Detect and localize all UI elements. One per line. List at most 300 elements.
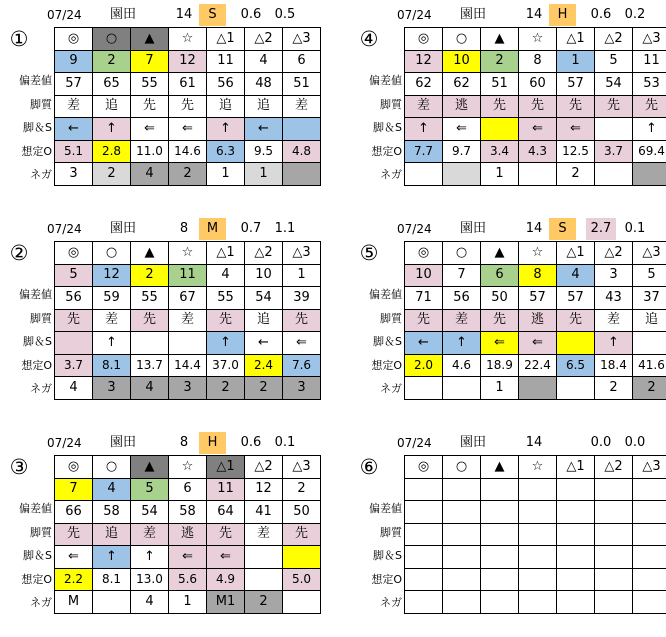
table-cell: 37 [633, 287, 666, 310]
table-cell: 追 [633, 309, 666, 332]
table-cell: 55 [131, 73, 169, 96]
table-cell [633, 568, 666, 591]
table-cell: 5.6 [169, 568, 207, 591]
race-number: 14 [175, 7, 193, 22]
table-cell: 13.0 [131, 568, 169, 591]
race-number: 14 [525, 7, 543, 22]
table-cell: 54 [595, 73, 633, 96]
table-cell [633, 501, 666, 524]
table-cell: ⇐ [481, 332, 519, 355]
race-date: 07/24 [397, 436, 432, 450]
table-cell: 4 [207, 264, 245, 287]
table-cell: 3 [169, 377, 207, 400]
table-row [55, 309, 321, 332]
table-cell: 18.4 [595, 354, 633, 377]
table-cell: 58 [93, 501, 131, 524]
table-cell: ☆ [519, 28, 557, 51]
table-cell [519, 478, 557, 501]
venue-name: 園田 [460, 221, 487, 236]
table-row [405, 591, 666, 614]
table-cell: 4 [557, 264, 595, 287]
table-cell: 9.5 [245, 140, 283, 163]
table-cell [633, 163, 666, 186]
table-cell [405, 377, 443, 400]
table-cell [169, 332, 207, 355]
table-cell: 50 [283, 501, 321, 524]
table-cell: 4.3 [519, 140, 557, 163]
race-index: ④ [359, 27, 379, 51]
table-cell: 62 [405, 73, 443, 96]
row-label: 脚質 [30, 311, 52, 325]
row-label: 偏差値 [19, 502, 52, 515]
table-cell: 14.6 [169, 140, 207, 163]
table-cell [131, 332, 169, 355]
table-cell: 67 [169, 287, 207, 310]
table-cell: 追 [207, 95, 245, 118]
table-cell: 逃 [169, 523, 207, 546]
value-1: 0.6 [590, 7, 612, 22]
table-cell: △1 [207, 28, 245, 51]
table-cell: 57 [557, 73, 595, 96]
table-row [405, 478, 666, 501]
table-row [405, 140, 666, 163]
table-cell: 12 [169, 50, 207, 73]
table-cell: 3 [93, 377, 131, 400]
table-cell [633, 332, 666, 355]
table-cell [443, 377, 481, 400]
table-cell: ← [245, 118, 283, 141]
table-cell [633, 478, 666, 501]
table-cell [519, 568, 557, 591]
table-cell: 39 [283, 287, 321, 310]
table-cell [405, 568, 443, 591]
race-date: 07/24 [47, 436, 82, 450]
table-cell: 2.8 [93, 140, 131, 163]
table-cell: 逃 [443, 95, 481, 118]
row-label: 偏差値 [19, 74, 52, 87]
race-header [350, 4, 666, 26]
table-cell: ○ [93, 28, 131, 51]
table-cell: ☆ [519, 456, 557, 479]
table-cell: ○ [443, 456, 481, 479]
race-number: 14 [525, 435, 543, 450]
table-cell: ↑ [131, 546, 169, 569]
table-cell: ◎ [405, 242, 443, 265]
table-row [55, 140, 321, 163]
table-cell [283, 546, 321, 569]
table-row [55, 478, 321, 501]
table-cell: 5.1 [55, 140, 93, 163]
race-header [0, 432, 330, 454]
table-cell: 追 [93, 95, 131, 118]
table-cell: 10 [443, 50, 481, 73]
table-cell: 先 [405, 309, 443, 332]
table-cell: ▲ [131, 28, 169, 51]
table-cell [595, 568, 633, 591]
table-cell: 6 [481, 264, 519, 287]
race-index: ⑥ [359, 455, 379, 479]
table-cell [519, 546, 557, 569]
table-cell: △1 [557, 456, 595, 479]
table-cell: 7 [55, 478, 93, 501]
table-cell: ⇐ [557, 118, 595, 141]
table-cell: 2 [131, 264, 169, 287]
table-cell [481, 523, 519, 546]
table-cell: 3 [55, 163, 93, 186]
venue-name: 園田 [460, 7, 487, 22]
row-label: 想定O [21, 572, 52, 586]
table-cell: 差 [169, 309, 207, 332]
table-cell: 2 [633, 377, 666, 400]
table-cell: ↑ [93, 118, 131, 141]
table-cell: 2.2 [55, 568, 93, 591]
row-label: ネガ [380, 382, 402, 395]
table-cell: 11 [169, 264, 207, 287]
table-cell: 55 [207, 287, 245, 310]
grade-badge: S [199, 4, 226, 26]
prediction-table [404, 455, 666, 614]
table-cell [405, 591, 443, 614]
table-cell: △3 [283, 456, 321, 479]
table-cell [245, 568, 283, 591]
table-cell: 51 [283, 73, 321, 96]
table-row [405, 568, 666, 591]
table-cell: 8 [519, 50, 557, 73]
row-label: 脚＆S [23, 549, 52, 562]
prediction-table [404, 241, 666, 400]
race-index: ① [9, 27, 29, 51]
row-label: ネガ [30, 596, 52, 609]
table-cell [557, 546, 595, 569]
row-label: 脚＆S [23, 335, 52, 348]
grade-badge: H [549, 4, 576, 26]
value-2: 0.0 [624, 435, 646, 450]
table-row [55, 163, 321, 186]
table-cell: 7.6 [283, 354, 321, 377]
table-cell: ▲ [131, 456, 169, 479]
table-cell: 56 [207, 73, 245, 96]
table-cell: 10 [245, 264, 283, 287]
table-cell: 5.0 [283, 568, 321, 591]
table-cell: 7 [131, 50, 169, 73]
table-cell: 2 [481, 50, 519, 73]
table-cell: 差 [55, 95, 93, 118]
table-cell: 2.4 [245, 354, 283, 377]
value-2: 0.1 [624, 221, 646, 236]
table-cell: 2.0 [405, 354, 443, 377]
table-cell: ◎ [55, 456, 93, 479]
table-cell [443, 478, 481, 501]
table-cell [405, 163, 443, 186]
table-cell: ⇐ [519, 332, 557, 355]
table-cell: 2 [595, 377, 633, 400]
table-cell: 3.7 [55, 354, 93, 377]
table-cell: △2 [245, 456, 283, 479]
table-cell: ▲ [481, 456, 519, 479]
table-cell: 4 [55, 377, 93, 400]
race-index: ② [9, 241, 29, 265]
table-cell [595, 118, 633, 141]
table-cell: 56 [443, 287, 481, 310]
value-1: 0.6 [240, 7, 262, 22]
venue-name: 園田 [110, 221, 137, 236]
table-cell: ← [55, 118, 93, 141]
race-panel [0, 428, 330, 633]
row-label: 偏差値 [19, 288, 52, 301]
table-cell [557, 591, 595, 614]
table-cell: △2 [595, 242, 633, 265]
race-number: 8 [179, 221, 189, 236]
venue-name: 園田 [110, 435, 137, 450]
table-cell: 先 [283, 523, 321, 546]
table-cell: 差 [131, 523, 169, 546]
value-2: 1.1 [274, 221, 296, 236]
value-2: 0.5 [274, 7, 296, 22]
table-cell: 12 [93, 264, 131, 287]
row-label: ネガ [380, 596, 402, 609]
table-cell: 先 [131, 309, 169, 332]
table-cell [519, 377, 557, 400]
table-cell: 14.4 [169, 354, 207, 377]
table-row [405, 309, 666, 332]
table-cell: 先 [519, 95, 557, 118]
table-cell: 22.4 [519, 354, 557, 377]
row-label: ネガ [30, 382, 52, 395]
race-panel [0, 214, 330, 419]
table-row [405, 50, 666, 73]
table-cell [405, 523, 443, 546]
table-cell: 41.6 [633, 354, 666, 377]
table-cell: 追 [93, 523, 131, 546]
table-cell: △2 [595, 456, 633, 479]
table-cell: △3 [633, 28, 666, 51]
table-cell: 7 [443, 264, 481, 287]
table-cell: 先 [55, 309, 93, 332]
table-cell: 3.4 [481, 140, 519, 163]
table-cell: 2 [169, 163, 207, 186]
grade-badge [549, 432, 576, 454]
table-cell: 先 [633, 95, 666, 118]
table-row [55, 118, 321, 141]
table-cell: ▲ [131, 242, 169, 265]
table-cell [481, 591, 519, 614]
table-cell [595, 501, 633, 524]
table-cell: 4.9 [207, 568, 245, 591]
table-cell [595, 163, 633, 186]
row-label: 想定O [371, 144, 402, 158]
row-label: 想定O [371, 572, 402, 586]
table-cell: 37.0 [207, 354, 245, 377]
table-cell: 43 [595, 287, 633, 310]
race-number: 14 [525, 221, 543, 236]
table-cell [633, 523, 666, 546]
table-cell: △2 [245, 28, 283, 51]
table-cell [519, 523, 557, 546]
table-cell: 差 [405, 95, 443, 118]
table-cell [93, 591, 131, 614]
table-cell: ↑ [405, 118, 443, 141]
table-cell [443, 591, 481, 614]
table-cell: ↑ [443, 332, 481, 355]
table-cell: 12.5 [557, 140, 595, 163]
table-cell: 56 [55, 287, 93, 310]
table-cell: 8.1 [93, 354, 131, 377]
table-cell: 2 [283, 478, 321, 501]
table-cell: 5 [55, 264, 93, 287]
row-label: 脚＆S [23, 121, 52, 134]
table-cell: ← [245, 332, 283, 355]
table-cell: ○ [443, 242, 481, 265]
table-row [55, 242, 321, 265]
value-1: 2.7 [586, 218, 616, 240]
value-1: 0.0 [590, 435, 612, 450]
row-label: ネガ [30, 168, 52, 181]
table-cell: 10 [405, 264, 443, 287]
race-date: 07/24 [397, 222, 432, 236]
table-cell: 69.4 [633, 140, 666, 163]
table-cell: 11.0 [131, 140, 169, 163]
table-cell: 11 [633, 50, 666, 73]
table-cell: 5 [131, 478, 169, 501]
table-cell [443, 501, 481, 524]
table-cell: △1 [207, 456, 245, 479]
table-cell [557, 523, 595, 546]
value-1: 0.6 [240, 435, 262, 450]
table-cell: 先 [55, 523, 93, 546]
table-cell: 4 [131, 591, 169, 614]
table-cell: 2 [245, 377, 283, 400]
table-row [55, 456, 321, 479]
table-cell [557, 332, 595, 355]
table-cell: 9 [55, 50, 93, 73]
table-cell: 6 [169, 478, 207, 501]
race-date: 07/24 [47, 8, 82, 22]
table-cell: 4 [131, 163, 169, 186]
table-cell [519, 501, 557, 524]
table-cell: △1 [557, 28, 595, 51]
table-cell [633, 546, 666, 569]
table-row [405, 332, 666, 355]
table-cell: △2 [245, 242, 283, 265]
table-row [405, 95, 666, 118]
race-date: 07/24 [47, 222, 82, 236]
table-cell [443, 546, 481, 569]
race-index: ⑤ [359, 241, 379, 265]
table-row [55, 523, 321, 546]
table-row [55, 95, 321, 118]
table-cell: ◎ [405, 28, 443, 51]
table-cell: 先 [481, 309, 519, 332]
table-cell: 2 [93, 163, 131, 186]
row-label: 脚＆S [373, 121, 402, 134]
prediction-table [54, 455, 321, 614]
table-cell: ☆ [169, 242, 207, 265]
table-cell: 12 [245, 478, 283, 501]
row-label: 偏差値 [369, 74, 402, 87]
table-cell: 1 [283, 264, 321, 287]
table-cell [557, 478, 595, 501]
table-row [405, 163, 666, 186]
table-cell [557, 501, 595, 524]
table-cell: 41 [245, 501, 283, 524]
table-cell: 差 [283, 95, 321, 118]
table-row [55, 332, 321, 355]
table-row [405, 287, 666, 310]
table-cell: 13.7 [131, 354, 169, 377]
race-panel [350, 214, 666, 419]
table-cell: 3 [595, 264, 633, 287]
table-row [405, 456, 666, 479]
table-cell: ⇐ [55, 546, 93, 569]
table-cell [557, 377, 595, 400]
table-cell: 先 [481, 95, 519, 118]
table-cell: 55 [131, 287, 169, 310]
table-cell [481, 501, 519, 524]
table-cell: ⇐ [131, 118, 169, 141]
table-cell: 11 [207, 478, 245, 501]
table-cell: 62 [443, 73, 481, 96]
table-cell: 先 [283, 309, 321, 332]
table-row [55, 591, 321, 614]
table-cell: ← [405, 332, 443, 355]
table-cell: ○ [93, 242, 131, 265]
table-cell: 先 [557, 95, 595, 118]
table-cell: 2 [207, 377, 245, 400]
table-cell: 1 [481, 163, 519, 186]
row-label: 脚＆S [373, 335, 402, 348]
race-number: 8 [179, 435, 189, 450]
table-cell [595, 523, 633, 546]
race-header [350, 432, 666, 454]
value-2: 0.2 [624, 7, 646, 22]
table-cell [405, 478, 443, 501]
row-label: 脚質 [30, 525, 52, 539]
table-cell [55, 332, 93, 355]
table-cell: 先 [207, 309, 245, 332]
row-label: 脚質 [380, 311, 402, 325]
row-label: 偏差値 [369, 502, 402, 515]
prediction-table [54, 241, 321, 400]
table-cell: ○ [93, 456, 131, 479]
table-cell: 58 [169, 501, 207, 524]
table-cell: ▲ [481, 28, 519, 51]
table-cell: 57 [55, 73, 93, 96]
table-cell: ↑ [93, 332, 131, 355]
table-cell: 先 [557, 309, 595, 332]
table-row [55, 28, 321, 51]
table-cell [283, 163, 321, 186]
table-cell: 6.3 [207, 140, 245, 163]
table-cell: 18.9 [481, 354, 519, 377]
venue-name: 園田 [110, 7, 137, 22]
value-1: 0.7 [240, 221, 262, 236]
table-cell: 11 [207, 50, 245, 73]
table-cell: 先 [207, 523, 245, 546]
table-cell [443, 568, 481, 591]
table-cell: △3 [283, 242, 321, 265]
table-cell: 5 [595, 50, 633, 73]
table-cell: M [55, 591, 93, 614]
table-cell [595, 478, 633, 501]
table-cell: 71 [405, 287, 443, 310]
table-row [405, 546, 666, 569]
table-cell: ○ [443, 28, 481, 51]
table-cell [481, 546, 519, 569]
row-label: 脚質 [30, 97, 52, 111]
venue-name: 園田 [460, 435, 487, 450]
table-cell [595, 591, 633, 614]
table-cell: 差 [93, 309, 131, 332]
